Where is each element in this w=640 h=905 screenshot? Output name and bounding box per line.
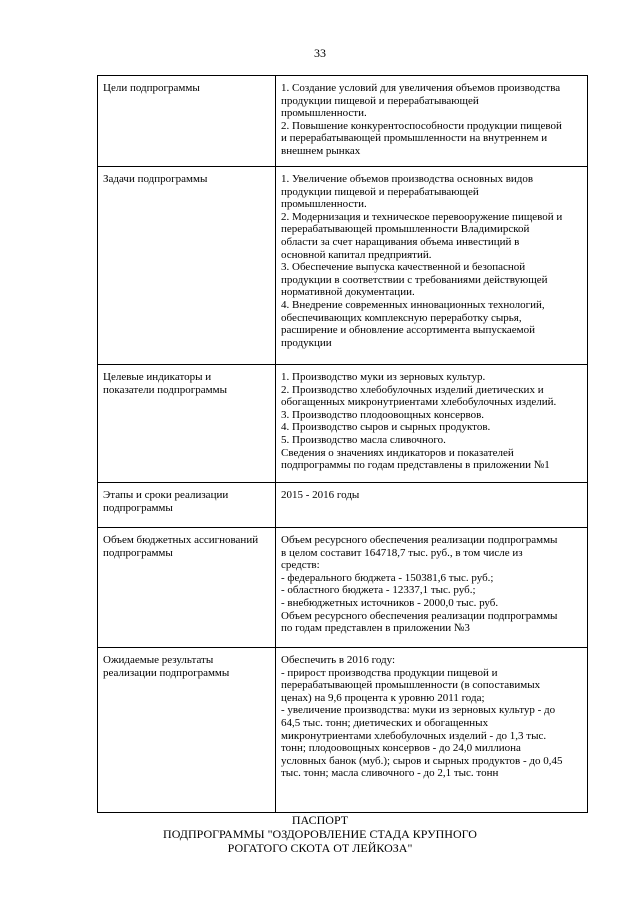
row-label: [98, 167, 276, 365]
text-line: тыс. тонн; масла сливочного - до 2,1 тыс. тонн: [281, 767, 499, 780]
text-line: - прирост производства продукции пищевой и: [281, 666, 498, 679]
text-line: подпрограммы: [103, 501, 173, 514]
text-line: нормативной документации.: [281, 286, 415, 299]
row-content: [276, 365, 588, 483]
text-line: тонн; плодоовощных консервов - до 24,0 миллиона: [281, 742, 521, 755]
text-line: основной капитал предприятий.: [281, 248, 432, 261]
text-line: подпрограммы: [103, 546, 173, 559]
text-line: продукции в соответствии с требованиями действующей: [281, 273, 548, 286]
text-line: Ожидаемые результаты: [103, 654, 214, 666]
text-line: 64,5 тыс. тонн; диетических и обогащенных: [281, 716, 489, 729]
table-row-indicators: [98, 365, 588, 483]
text-line: Объем ресурсного обеспечения реализации подпрограммы: [281, 534, 558, 546]
text-line: обеспечивающих комплексную переработку сырья,: [281, 311, 522, 324]
text-line: и перерабатывающей промышленности на внутреннем и: [281, 132, 548, 145]
text-line: ценах) на 9,6 процента к уровню 2011 года;: [281, 691, 485, 704]
text-line: продукции пищевой и перерабатывающей: [281, 94, 479, 107]
row-content: [276, 648, 588, 813]
text-line: Задачи подпрограммы: [103, 173, 208, 185]
text-line: 2. Модернизация и техническое перевооружение пищевой и: [281, 210, 563, 223]
text-line: Этапы и сроки реализации: [103, 489, 229, 501]
text-line: 5. Производство масла сливочного.: [281, 433, 446, 446]
text-line: - увеличение производства: муки из зерновых культур - до: [281, 704, 556, 717]
text-line: 2. Повышение конкурентоспособности продукции пищевой: [281, 119, 562, 132]
row-content: [276, 528, 588, 648]
text-line: - областного бюджета - 12337,1 тыс. руб.;: [281, 584, 476, 597]
row-content: [276, 167, 588, 365]
text-line: 4. Производство сыров и сырных продуктов.: [281, 421, 491, 434]
text-line: 3. Производство плодоовощных консервов.: [281, 408, 485, 421]
row-label: [98, 483, 276, 528]
text-line: Объем бюджетных ассигнований: [103, 534, 259, 546]
text-line: микронутриентами хлебобулочных изделий - до 1,3 тыс.: [281, 729, 547, 742]
text-line: расширение и обновление ассортимента выпускаемой: [281, 324, 535, 337]
table-row-tasks: [98, 167, 588, 365]
text-line: Сведения о значениях индикаторов и показателей: [281, 446, 514, 459]
heading-line: ПОДПРОГРАММЫ "ОЗДОРОВЛЕНИЕ СТАДА КРУПНОГО: [163, 827, 477, 841]
heading-line: РОГАТОГО СКОТА ОТ ЛЕЙКОЗА": [227, 841, 413, 855]
text-line: области за счет наращивания объема инвестиций в: [281, 235, 520, 248]
passport-table: [97, 75, 588, 813]
text-line: промышленности.: [281, 107, 367, 120]
text-line: 1. Увеличение объемов производства основных видов: [281, 173, 534, 185]
text-line: промышленности.: [281, 198, 367, 211]
text-line: Цели подпрограммы: [103, 82, 200, 94]
text-line: реализации подпрограммы: [103, 666, 230, 679]
text-line: 3. Обеспечение выпуска качественной и безопасной: [281, 261, 526, 274]
row-label: [98, 76, 276, 167]
text-line: Обеспечить в 2016 году:: [281, 654, 396, 666]
text-line: перерабатывающей промышленности Владимирской: [281, 223, 530, 236]
text-line: по годам представлен в приложении №3: [281, 622, 470, 635]
text-line: Объем ресурсного обеспечения реализации подпрограммы: [281, 609, 558, 622]
text-line: показатели подпрограммы: [103, 383, 227, 396]
table-row-stages: [98, 483, 588, 528]
text-line: подпрограммы по годам представлены в приложении №1: [281, 459, 550, 472]
text-line: - федерального бюджета - 150381,6 тыс. руб.;: [281, 571, 494, 584]
row-label: [98, 648, 276, 813]
text-line: 2015 - 2016 годы: [281, 489, 360, 501]
section-heading: [0, 813, 640, 855]
page-number: 33: [314, 46, 326, 60]
text-line: продукции: [281, 336, 332, 349]
table-row-results: [98, 648, 588, 813]
text-line: внешнем рынках: [281, 144, 361, 157]
row-content: [276, 483, 588, 528]
text-line: в целом составит 164718,7 тыс. руб., в том числе из: [281, 546, 523, 559]
text-line: 2. Производство хлебобулочных изделий диетических и: [281, 383, 544, 396]
text-line: продукции пищевой и перерабатывающей: [281, 185, 479, 198]
row-label: [98, 365, 276, 483]
text-line: перерабатывающей промышленности (в сопоставимых: [281, 679, 541, 692]
text-line: Целевые индикаторы и: [103, 371, 212, 383]
table-row-goals: [98, 76, 588, 167]
row-content: [276, 76, 588, 167]
text-line: 1. Создание условий для увеличения объемов производства: [281, 82, 561, 94]
table-row-budget: [98, 528, 588, 648]
row-label: [98, 528, 276, 648]
text-line: средств:: [281, 559, 320, 572]
text-line: условных банок (муб.); сыров и сырных продуктов - до 0,45: [281, 754, 563, 767]
text-line: - внебюджетных источников - 2000,0 тыс. руб.: [281, 596, 499, 609]
text-line: обогащенных микронутриентами хлебобулочных изделий.: [281, 396, 557, 409]
heading-line: ПАСПОРТ: [291, 813, 349, 827]
text-line: 4. Внедрение современных инновационных технологий,: [281, 298, 545, 311]
text-line: 1. Производство муки из зерновых культур.: [281, 371, 486, 383]
